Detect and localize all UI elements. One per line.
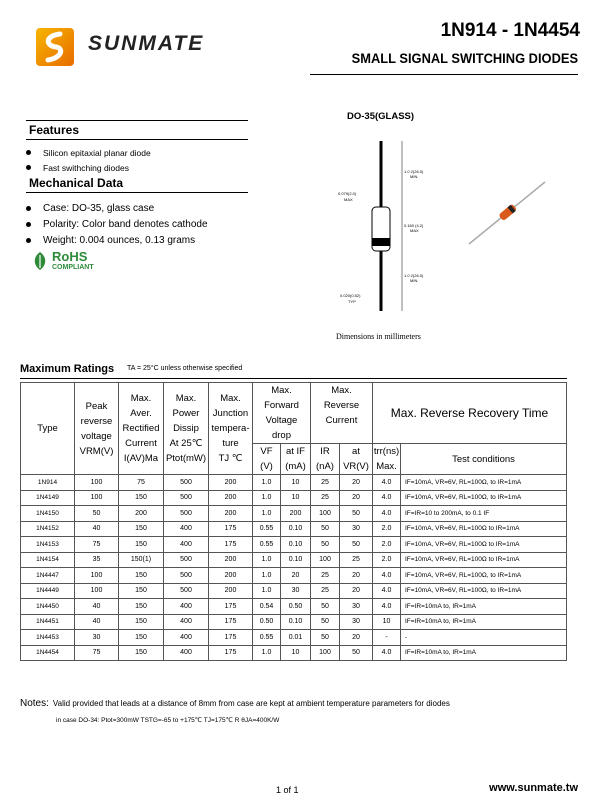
- features-heading: Features: [29, 123, 80, 137]
- table-cell: 40: [75, 614, 119, 630]
- features-list: [26, 145, 248, 175]
- table-cell: 150: [119, 599, 164, 615]
- table-cell: 1N4447: [21, 568, 75, 584]
- table-cell: 500: [164, 490, 209, 506]
- table-cell: 25: [311, 490, 340, 506]
- table-row: [21, 568, 567, 584]
- table-cell: 150: [119, 537, 164, 553]
- list-item: Fast swithching diodes: [26, 160, 248, 175]
- table-cell: 2.0: [373, 552, 401, 568]
- table-cell: 4.0: [373, 490, 401, 506]
- table-cell: 50: [75, 506, 119, 522]
- table-cell: 150: [119, 583, 164, 599]
- header-atvr: at VR(V): [340, 444, 373, 475]
- table-cell: 75: [75, 645, 119, 661]
- table-cell: 4.0: [373, 645, 401, 661]
- header-power: Max. Power Dissip At 25℃ Ptot(mW): [164, 383, 209, 475]
- table-cell: 4.0: [373, 568, 401, 584]
- table-cell: 0.55: [253, 537, 281, 553]
- bullet-icon: [26, 165, 31, 170]
- table-cell: 200: [209, 475, 253, 491]
- table-cell: 400: [164, 521, 209, 537]
- table-cell: 1N4150: [21, 506, 75, 522]
- table-cell: 50: [311, 614, 340, 630]
- bullet-icon: [26, 238, 31, 243]
- table-cell: 10: [281, 475, 311, 491]
- table-cell: 0.55: [253, 630, 281, 646]
- table-cell: 1N4453: [21, 630, 75, 646]
- header-test: Test conditions: [401, 444, 567, 475]
- header-ir: IR (nA): [311, 444, 340, 475]
- mechanical-heading: Mechanical Data: [29, 176, 124, 190]
- table-cell: IF=IR=10mA to, IR=1mA: [401, 599, 567, 615]
- table-cell: 1N4450: [21, 599, 75, 615]
- table-cell: 4.0: [373, 506, 401, 522]
- header-vf: VF (V): [253, 444, 281, 475]
- svg-text:TYP: TYP: [348, 299, 356, 304]
- table-cell: 30: [340, 599, 373, 615]
- header-recovery: Max. Reverse Recovery Time: [373, 383, 567, 444]
- svg-text:1.0 2(26.0): 1.0 2(26.0): [404, 273, 424, 278]
- table-cell: 0.10: [281, 537, 311, 553]
- table-cell: 35: [75, 552, 119, 568]
- table-cell: 40: [75, 521, 119, 537]
- svg-text:0.020(0.52): 0.020(0.52): [340, 293, 361, 298]
- table-row: [21, 583, 567, 599]
- table-cell: 30: [75, 630, 119, 646]
- table-cell: 25: [311, 583, 340, 599]
- table-cell: 2.0: [373, 521, 401, 537]
- bullet-icon: [26, 206, 31, 211]
- table-cell: 1.0: [253, 568, 281, 584]
- table-cell: 2.0: [373, 537, 401, 553]
- table-cell: IF=10mA, VR=6V, RL=100Ω, to IR=1mA: [401, 583, 567, 599]
- table-cell: 150: [119, 490, 164, 506]
- table-cell: 0.50: [281, 599, 311, 615]
- svg-text:MIN.: MIN.: [410, 174, 419, 179]
- table-cell: 50: [311, 630, 340, 646]
- table-cell: 20: [340, 475, 373, 491]
- table-cell: IF=10mA, VR=6V, RL=100Ω to IR=1mA: [401, 552, 567, 568]
- table-cell: 175: [209, 614, 253, 630]
- table-cell: 0.01: [281, 630, 311, 646]
- table-cell: 1.0: [253, 645, 281, 661]
- table-cell: 0.54: [253, 599, 281, 615]
- table-cell: 1N4454: [21, 645, 75, 661]
- table-cell: 150: [119, 521, 164, 537]
- table-cell: 30: [281, 583, 311, 599]
- table-cell: 4.0: [373, 599, 401, 615]
- table-cell: 1N4153: [21, 537, 75, 553]
- table-cell: 200: [209, 552, 253, 568]
- table-cell: 175: [209, 537, 253, 553]
- table-row: [21, 506, 567, 522]
- table-cell: 1N4451: [21, 614, 75, 630]
- table-cell: 175: [209, 521, 253, 537]
- table-cell: 500: [164, 552, 209, 568]
- svg-text:MIN.: MIN.: [410, 278, 419, 283]
- table-cell: 40: [75, 599, 119, 615]
- table-cell: IF=IR=10mA to, IR=1mA: [401, 645, 567, 661]
- table-cell: 1N4149: [21, 490, 75, 506]
- table-cell: 20: [340, 490, 373, 506]
- table-cell: 50: [340, 645, 373, 661]
- svg-text:MAX: MAX: [344, 197, 353, 202]
- table-cell: 100: [75, 568, 119, 584]
- table-cell: 1N4152: [21, 521, 75, 537]
- table-cell: -: [401, 630, 567, 646]
- list-item: Weight: 0.004 ounces, 0.13 grams: [26, 232, 248, 248]
- website-link[interactable]: www.sunmate.tw: [489, 782, 578, 794]
- table-cell: IF=10mA, VR=6V, RL=100Ω to IR=1mA: [401, 521, 567, 537]
- page-number: 1 of 1: [276, 785, 299, 795]
- table-cell: 150: [119, 645, 164, 661]
- mechanical-line: [26, 192, 248, 193]
- table-cell: 1.0: [253, 552, 281, 568]
- table-cell: 100: [75, 475, 119, 491]
- table-cell: 150(1): [119, 552, 164, 568]
- list-item: Polarity: Color band denotes cathode: [26, 216, 248, 232]
- table-cell: IF=10mA, VR=6V, RL=100Ω, to IR=1mA: [401, 475, 567, 491]
- table-cell: 25: [311, 475, 340, 491]
- header-atif: at IF (mA): [281, 444, 311, 475]
- table-cell: 150: [119, 568, 164, 584]
- table-cell: 75: [75, 537, 119, 553]
- table-cell: 20: [340, 583, 373, 599]
- header-forward: Max. Forward Voltage drop: [253, 383, 311, 444]
- table-cell: 200: [119, 506, 164, 522]
- features-bottom-line: [26, 139, 248, 140]
- table-cell: 200: [209, 568, 253, 584]
- table-cell: 100: [75, 490, 119, 506]
- table-cell: 175: [209, 630, 253, 646]
- table-cell: 175: [209, 645, 253, 661]
- table-cell: 200: [209, 490, 253, 506]
- table-cell: 50: [340, 537, 373, 553]
- table-cell: IF=IR=10 to 200mA, to 0.1 IF: [401, 506, 567, 522]
- table-cell: 175: [209, 599, 253, 615]
- rohs-label: RoHS: [52, 249, 88, 264]
- table-cell: 0.10: [281, 552, 311, 568]
- table-cell: 500: [164, 506, 209, 522]
- table-header-row: [21, 383, 567, 444]
- table-cell: 200: [209, 506, 253, 522]
- table-cell: 500: [164, 583, 209, 599]
- table-cell: IF=IR=10mA to, IR=1mA: [401, 614, 567, 630]
- table-row: [21, 614, 567, 630]
- table-row: [21, 645, 567, 661]
- header-avg: Max. Aver. Rectified Current I(AV)Ma: [119, 383, 164, 475]
- table-cell: 1N914: [21, 475, 75, 491]
- bullet-icon: [26, 150, 31, 155]
- header-junction: Max. Junction tempera- ture TJ ℃: [209, 383, 253, 475]
- table-cell: 30: [340, 521, 373, 537]
- list-item: Case: DO-35, glass case: [26, 200, 248, 216]
- table-cell: 200: [209, 583, 253, 599]
- table-cell: 4.0: [373, 583, 401, 599]
- svg-text:MAX: MAX: [410, 228, 419, 233]
- brand-logo-icon: [30, 22, 80, 72]
- notes-line1: Valid provided that leads at a distance of 8mm from case are kept at ambient temperature parameters for diodes: [52, 699, 450, 708]
- table-cell: 1N4449: [21, 583, 75, 599]
- table-cell: 1.0: [253, 490, 281, 506]
- mechanical-section: [26, 176, 248, 248]
- table-cell: IF=10mA, VR=6V, RL=100Ω, to IR=1mA: [401, 568, 567, 584]
- table-cell: IF=10mA, VR=6V, RL=100Ω, to IR=1mA: [401, 490, 567, 506]
- table-cell: 4.0: [373, 475, 401, 491]
- ratings-divider: [20, 378, 567, 379]
- table-row: [21, 599, 567, 615]
- table-cell: 100: [311, 645, 340, 661]
- page-subtitle: SMALL SIGNAL SWITCHING DIODES: [351, 50, 578, 66]
- table-cell: 50: [311, 537, 340, 553]
- svg-text:0.079(2.0): 0.079(2.0): [338, 191, 357, 196]
- table-cell: 50: [340, 506, 373, 522]
- table-cell: IF=10mA, VR=6V, RL=100Ω to IR=1mA: [401, 537, 567, 553]
- table-cell: 1.0: [253, 506, 281, 522]
- table-cell: 50: [311, 599, 340, 615]
- table-row: [21, 490, 567, 506]
- table-cell: 400: [164, 614, 209, 630]
- table-cell: 500: [164, 568, 209, 584]
- table-cell: 10: [281, 645, 311, 661]
- notes-line2: in case DO-34: Ptot=300mW TSTG=-65 to +175℃ TJ=175℃ R θJA=400K/W: [56, 717, 280, 724]
- table-cell: 400: [164, 537, 209, 553]
- diode-photo-icon: [465, 178, 550, 248]
- package-name: DO-35(GLASS): [347, 111, 415, 122]
- header-divider: [310, 74, 578, 75]
- rohs-leaf-icon: [32, 251, 48, 271]
- bullet-icon: [26, 222, 31, 227]
- ratings-title: Maximum Ratings: [20, 363, 115, 375]
- ratings-condition: TA = 25°C unless otherwise specified: [127, 365, 243, 372]
- header-peak: Peak reverse voltage VRM(V): [75, 383, 119, 475]
- rohs-sub: COMPLIANT: [52, 264, 94, 271]
- features-section: [26, 120, 248, 175]
- table-cell: 100: [311, 506, 340, 522]
- table-row: [21, 475, 567, 491]
- table-cell: 20: [281, 568, 311, 584]
- table-cell: 20: [340, 630, 373, 646]
- table-cell: 50: [311, 521, 340, 537]
- table-cell: 10: [281, 490, 311, 506]
- table-row: [21, 552, 567, 568]
- table-cell: 500: [164, 475, 209, 491]
- table-row: [21, 630, 567, 646]
- table-cell: 25: [311, 568, 340, 584]
- table-cell: 0.50: [253, 614, 281, 630]
- ratings-table: [20, 382, 567, 661]
- table-cell: 150: [119, 630, 164, 646]
- table-cell: 0.10: [281, 521, 311, 537]
- table-cell: 200: [281, 506, 311, 522]
- table-cell: 100: [311, 552, 340, 568]
- dimensions-caption: Dimensions in millimeters: [336, 332, 421, 341]
- table-cell: 10: [373, 614, 401, 630]
- table-cell: 400: [164, 630, 209, 646]
- page-title: 1N914 - 1N4454: [440, 20, 580, 41]
- mechanical-list: [26, 200, 248, 248]
- table-cell: 0.55: [253, 521, 281, 537]
- table-cell: 25: [340, 552, 373, 568]
- table-cell: 0.10: [281, 614, 311, 630]
- table-cell: 400: [164, 599, 209, 615]
- table-cell: 1.0: [253, 583, 281, 599]
- table-cell: 150: [119, 614, 164, 630]
- header-reverse: Max. Reverse Current: [311, 383, 373, 444]
- list-item: Silicon epitaxial planar diode: [26, 145, 248, 160]
- ratings-table-body: [21, 475, 567, 661]
- table-cell: 20: [340, 568, 373, 584]
- table-cell: -: [373, 630, 401, 646]
- svg-text:0.160 (4.2): 0.160 (4.2): [404, 223, 424, 228]
- header-type: Type: [21, 383, 75, 475]
- table-cell: 30: [340, 614, 373, 630]
- table-row: [21, 537, 567, 553]
- features-top-line: [26, 120, 248, 121]
- header-trr: trr(ns) Max.: [373, 444, 401, 475]
- table-cell: 75: [119, 475, 164, 491]
- brand-name: SUNMATE: [88, 32, 205, 55]
- table-cell: 400: [164, 645, 209, 661]
- notes: [20, 698, 450, 709]
- svg-text:1.0 2(26.0): 1.0 2(26.0): [404, 169, 424, 174]
- table-cell: 1.0: [253, 475, 281, 491]
- notes-label: Notes:: [20, 698, 49, 709]
- table-cell: 1N4154: [21, 552, 75, 568]
- table-cell: 100: [75, 583, 119, 599]
- table-row: [21, 521, 567, 537]
